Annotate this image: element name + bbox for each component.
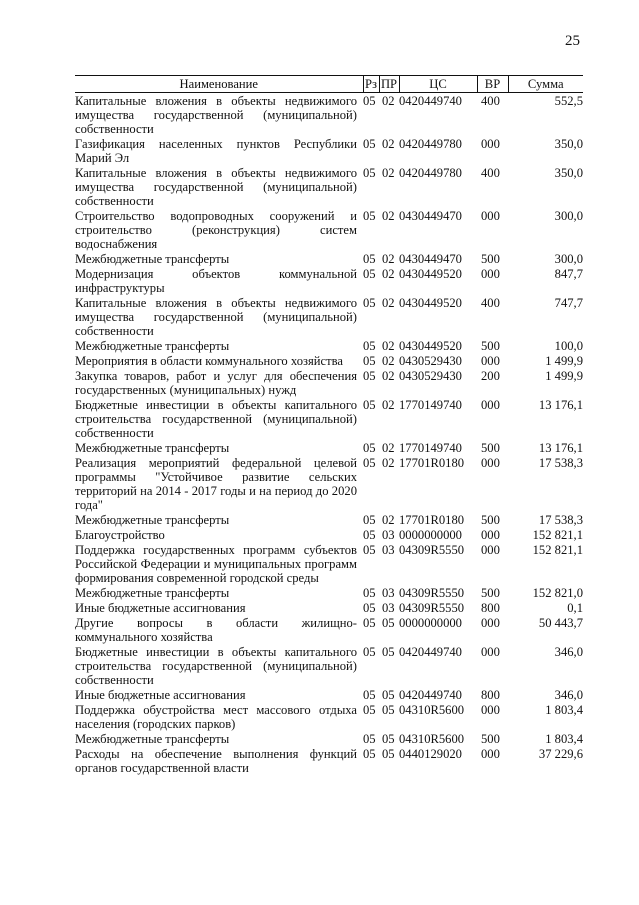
table-row [75, 251, 583, 266]
cell-name: Капитальные вложения в объекты недвижимого имущества государственной (муниципальной) собственности [75, 296, 357, 338]
cell-rz: 05 [363, 456, 376, 470]
cell-cs: 0440129020 [399, 747, 462, 761]
cell-name: Строительство водопроводных сооружений и строительство (реконструкция) систем водоснабжения [75, 209, 357, 251]
cell-name: Межбюджетные трансферты [75, 513, 230, 527]
cell-name: Межбюджетные трансферты [75, 339, 230, 353]
table-row [75, 295, 583, 338]
cell-name: Мероприятия в области коммунального хозяйства [75, 354, 343, 368]
cell-rz: 05 [363, 703, 376, 717]
table-row [75, 266, 583, 295]
cell-sum: 17 538,3 [538, 456, 583, 470]
cell-rz: 05 [363, 645, 376, 659]
cell-cs: 1770149740 [399, 441, 462, 455]
cell-name: Капитальные вложения в объекты недвижимого имущества государственной (муниципальной) собственности [75, 94, 357, 136]
table-row [75, 136, 583, 165]
cell-sum: 13 176,1 [538, 398, 583, 412]
cell-sum: 346,0 [554, 645, 583, 659]
cell-rz: 05 [363, 209, 376, 223]
cell-cs: 1770149740 [399, 398, 462, 412]
cell-cs: 0430449520 [399, 267, 462, 281]
cell-name: Иные бюджетные ассигнования [75, 688, 246, 702]
cell-name: Капитальные вложения в объекты недвижимого имущества государственной (муниципальной) собственности [75, 166, 357, 208]
table-body [75, 93, 583, 776]
table-header [75, 76, 583, 93]
cell-cs: 0430529430 [399, 354, 462, 368]
cell-vr: 800 [481, 688, 500, 702]
cell-pr: 02 [382, 252, 395, 266]
cell-cs: 0430449470 [399, 252, 462, 266]
cell-rz: 05 [363, 601, 376, 615]
cell-pr: 03 [382, 586, 395, 600]
cell-sum: 847,7 [554, 267, 583, 281]
cell-sum: 50 443,7 [538, 616, 583, 630]
cell-pr: 02 [382, 209, 395, 223]
cell-pr: 03 [382, 528, 395, 542]
cell-sum: 37 229,6 [538, 747, 583, 761]
cell-rz: 05 [363, 267, 376, 281]
table-row [75, 644, 583, 687]
cell-rz: 05 [363, 543, 376, 557]
cell-cs: 0420449780 [399, 166, 462, 180]
table-row [75, 368, 583, 397]
cell-name: Закупка товаров, работ и услуг для обеспечения государственных (муниципальных) нужд [75, 369, 357, 397]
cell-sum: 1 499,9 [545, 369, 583, 383]
cell-sum: 1 803,4 [545, 732, 583, 746]
cell-cs: 17701R0180 [399, 456, 465, 470]
cell-cs: 0420449740 [399, 94, 462, 108]
cell-name: Межбюджетные трансферты [75, 732, 230, 746]
cell-name: Межбюджетные трансферты [75, 252, 230, 266]
cell-sum: 0,1 [567, 601, 583, 615]
cell-rz: 05 [363, 94, 376, 108]
cell-vr: 000 [481, 747, 500, 761]
header-name: Наименование [75, 76, 363, 93]
cell-sum: 1 803,4 [545, 703, 583, 717]
table-row [75, 397, 583, 440]
cell-sum: 350,0 [554, 137, 583, 151]
cell-cs: 0430449520 [399, 296, 462, 310]
cell-pr: 02 [382, 296, 395, 310]
cell-rz: 05 [363, 296, 376, 310]
table-row [75, 93, 583, 137]
cell-vr: 400 [481, 94, 500, 108]
cell-vr: 000 [481, 456, 500, 470]
cell-rz: 05 [363, 252, 376, 266]
cell-name: Реализация мероприятий федеральной целевой программы "Устойчивое развитие сельских территорий на 2014 - 2017 годы и на период до 2020 года" [75, 456, 357, 512]
table-row [75, 527, 583, 542]
table-row [75, 353, 583, 368]
cell-sum: 300,0 [554, 209, 583, 223]
cell-cs: 04309R5550 [399, 586, 465, 600]
cell-cs: 04309R5550 [399, 601, 465, 615]
cell-cs: 17701R0180 [399, 513, 465, 527]
page-number: 25 [565, 33, 580, 49]
table-row [75, 687, 583, 702]
cell-cs: 0430449470 [399, 209, 462, 223]
header-pr: ПР [380, 77, 398, 91]
cell-name: Благоустройство [75, 528, 165, 542]
cell-vr: 000 [481, 209, 500, 223]
cell-pr: 02 [382, 398, 395, 412]
cell-vr: 000 [481, 267, 500, 281]
cell-name: Бюджетные инвестиции в объекты капитального строительства государственной (муниципальной) собственности [75, 645, 357, 687]
cell-cs: 0420449740 [399, 645, 462, 659]
cell-cs: 0430529430 [399, 369, 462, 383]
cell-vr: 000 [481, 354, 500, 368]
cell-rz: 05 [363, 513, 376, 527]
cell-pr: 02 [382, 137, 395, 151]
cell-vr: 500 [481, 586, 500, 600]
cell-name: Межбюджетные трансферты [75, 586, 230, 600]
cell-vr: 500 [481, 732, 500, 746]
header-rz: Рз [363, 76, 379, 93]
cell-pr: 05 [382, 747, 395, 761]
cell-name: Бюджетные инвестиции в объекты капитального строительства государственной (муниципальной) собственности [75, 398, 357, 440]
cell-pr: 02 [382, 369, 395, 383]
cell-sum: 13 176,1 [538, 441, 583, 455]
cell-pr: 05 [382, 645, 395, 659]
table-row [75, 542, 583, 585]
budget-table [75, 75, 583, 775]
cell-cs: 0430449520 [399, 339, 462, 353]
table-row [75, 440, 583, 455]
cell-rz: 05 [363, 354, 376, 368]
cell-cs: 0000000000 [399, 616, 462, 630]
table-row [75, 208, 583, 251]
cell-sum: 747,7 [554, 296, 583, 310]
cell-cs: 04309R5550 [399, 543, 465, 557]
cell-rz: 05 [363, 586, 376, 600]
cell-vr: 500 [481, 252, 500, 266]
cell-vr: 400 [481, 296, 500, 310]
cell-name: Газификация населенных пунктов Республики Марий Эл [75, 137, 357, 165]
cell-pr: 02 [382, 267, 395, 281]
cell-sum: 346,0 [554, 688, 583, 702]
cell-name: Расходы на обеспечение выполнения функций органов государственной власти [75, 747, 357, 775]
cell-pr: 03 [382, 601, 395, 615]
cell-vr: 000 [481, 645, 500, 659]
cell-vr: 000 [481, 528, 500, 542]
cell-cs: 0420449780 [399, 137, 462, 151]
cell-pr: 03 [382, 543, 395, 557]
cell-vr: 400 [481, 166, 500, 180]
table-row [75, 585, 583, 600]
cell-rz: 05 [363, 616, 376, 630]
cell-pr: 05 [382, 732, 395, 746]
cell-sum: 1 499,9 [545, 354, 583, 368]
cell-cs: 04310R5600 [399, 703, 465, 717]
cell-name: Другие вопросы в области жилищно-коммунального хозяйства [75, 616, 357, 644]
cell-vr: 000 [481, 137, 500, 151]
cell-pr: 02 [382, 441, 395, 455]
cell-pr: 05 [382, 703, 395, 717]
header-cs: ЦС [399, 76, 477, 93]
cell-sum: 152 821,0 [532, 586, 583, 600]
cell-sum: 17 538,3 [538, 513, 583, 527]
table-row [75, 165, 583, 208]
cell-pr: 05 [382, 688, 395, 702]
cell-rz: 05 [363, 688, 376, 702]
cell-vr: 000 [481, 703, 500, 717]
cell-rz: 05 [363, 732, 376, 746]
cell-pr: 02 [382, 339, 395, 353]
header-sum: Сумма [508, 76, 583, 93]
cell-sum: 300,0 [554, 252, 583, 266]
cell-sum: 152 821,1 [532, 528, 583, 542]
cell-vr: 000 [481, 543, 500, 557]
cell-rz: 05 [363, 339, 376, 353]
table-row [75, 702, 583, 731]
table-row [75, 455, 583, 512]
cell-cs: 0420449740 [399, 688, 462, 702]
cell-pr: 02 [382, 166, 395, 180]
cell-rz: 05 [363, 166, 376, 180]
cell-vr: 200 [481, 369, 500, 383]
cell-sum: 152 821,1 [532, 543, 583, 557]
cell-name: Межбюджетные трансферты [75, 441, 230, 455]
cell-cs: 04310R5600 [399, 732, 465, 746]
table-row [75, 615, 583, 644]
cell-pr: 02 [382, 513, 395, 527]
cell-sum: 100,0 [554, 339, 583, 353]
cell-vr: 800 [481, 601, 500, 615]
cell-vr: 500 [481, 513, 500, 527]
table-row [75, 512, 583, 527]
cell-name: Поддержка обустройства мест массового отдыха населения (городских парков) [75, 703, 357, 731]
cell-pr: 02 [382, 94, 395, 108]
cell-rz: 05 [363, 369, 376, 383]
cell-name: Модернизация объектов коммунальной инфраструктуры [75, 267, 357, 295]
cell-vr: 000 [481, 616, 500, 630]
cell-name: Иные бюджетные ассигнования [75, 601, 246, 615]
cell-rz: 05 [363, 137, 376, 151]
cell-rz: 05 [363, 441, 376, 455]
table-row [75, 338, 583, 353]
cell-name: Поддержка государственных программ субъектов Российской Федерации и муниципальных программ формирования современной городской среды [75, 543, 357, 585]
table-row [75, 731, 583, 746]
cell-vr: 500 [481, 339, 500, 353]
table-row [75, 600, 583, 615]
cell-rz: 05 [363, 747, 376, 761]
cell-rz: 05 [363, 528, 376, 542]
cell-sum: 552,5 [554, 94, 583, 108]
table-row [75, 746, 583, 775]
cell-sum: 350,0 [554, 166, 583, 180]
cell-cs: 0000000000 [399, 528, 462, 542]
header-vr: ВР [477, 76, 508, 93]
cell-rz: 05 [363, 398, 376, 412]
cell-vr: 000 [481, 398, 500, 412]
cell-pr: 05 [382, 616, 395, 630]
cell-pr: 02 [382, 456, 395, 470]
cell-pr: 02 [382, 354, 395, 368]
cell-vr: 500 [481, 441, 500, 455]
